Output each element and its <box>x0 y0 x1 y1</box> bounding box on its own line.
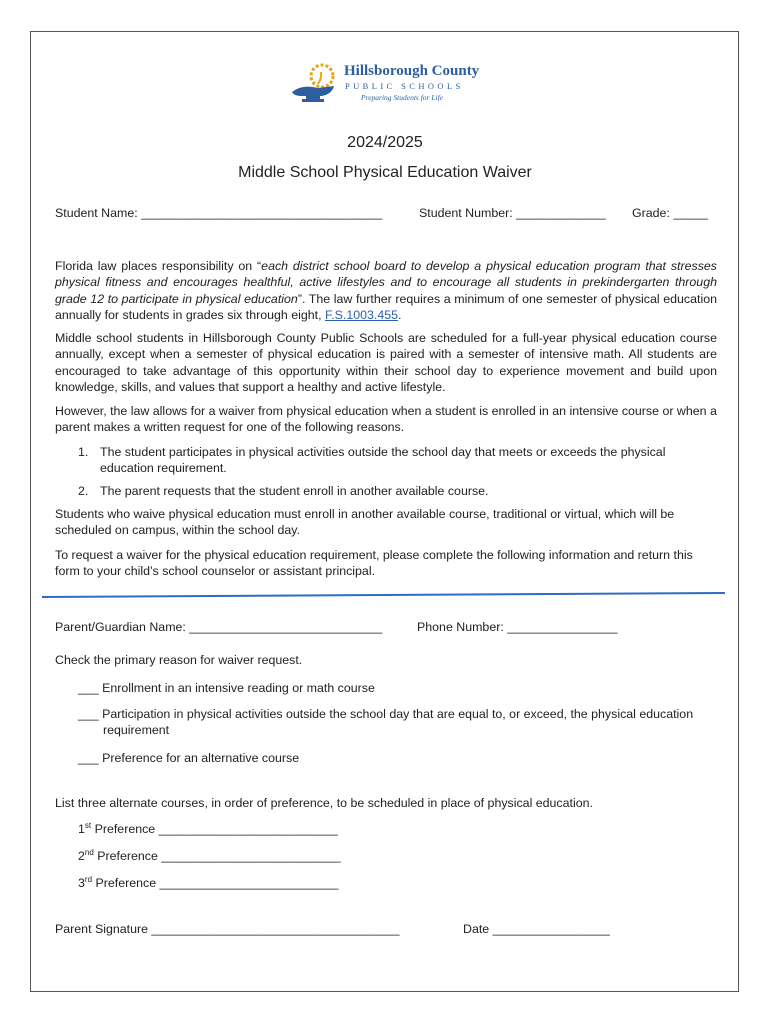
section-divider <box>42 592 725 599</box>
reason-option-activities[interactable]: ___ Participation in physical activities outside the school day that are equal to, or exceed, the physical education requirement <box>78 707 694 738</box>
lamp-of-learning-icon <box>288 62 344 106</box>
reason-item: 2. The parent requests that the student enroll in another available course. <box>78 484 489 498</box>
student-number-field[interactable]: Student Number: _____________ <box>419 206 606 220</box>
phone-number-field[interactable]: Phone Number: ________________ <box>417 620 618 634</box>
parent-name-field[interactable]: Parent/Guardian Name: ____________________________ <box>55 620 383 634</box>
schedule-paragraph: Middle school students in Hillsborough County Public Schools are scheduled for a full-year physical education course annually, except when a semester of physical education is paired with a semester of intensive math. All students are encouraged to take advantage of this opportunity within their school day to experience movement and build upon knowledge, skills, and values that support a healthy and active lifestyle. <box>55 331 717 395</box>
district-logo <box>288 62 488 106</box>
law-paragraph: Florida law places responsibility on “each district school board to develop a physical education program that stresses physical fitness and encourages healthful, active lifestyles and to encourage all students in prekindergarten through grade 12 to participate in physical education”. The law further requires a minimum of one semester of physical education annually for students in grades six through eight, F.S.1003.455. <box>55 259 717 323</box>
form-title: Middle School Physical Education Waiver <box>238 164 532 181</box>
grade-field[interactable]: Grade: _____ <box>632 206 708 220</box>
statute-link[interactable]: F.S.1003.455 <box>325 308 399 323</box>
reason-prompt: Check the primary reason for waiver request. <box>55 653 303 667</box>
instructions-paragraph: To request a waiver for the physical education requirement, please complete the following information and return this form to your child’s school counselor or assistant principal. <box>55 548 693 579</box>
reason-option-intensive[interactable]: ___ Enrollment in an intensive reading or math course <box>78 681 375 695</box>
org-subtitle: PUBLIC SCHOOLS <box>345 81 464 91</box>
org-name: Hillsborough County <box>344 63 480 79</box>
alternate-prompt: List three alternate courses, in order of preference, to be scheduled in place of physical education. <box>55 796 593 810</box>
date-field[interactable]: Date _________________ <box>463 922 610 936</box>
org-tagline: Preparing Students for Life <box>361 93 444 102</box>
preference-2-field[interactable]: 2nd Preference __________________________ <box>78 847 341 863</box>
school-year: 2024/2025 <box>347 134 423 151</box>
preference-1-field[interactable]: 1st Preference __________________________ <box>78 820 338 836</box>
enroll-paragraph: Students who waive physical education must enroll in another available course, traditional or virtual, which will be scheduled on campus, within the school day. <box>55 507 675 538</box>
preference-3-field[interactable]: 3rd Preference __________________________ <box>78 874 339 890</box>
parent-signature-field[interactable]: Parent Signature ____________________________________ <box>55 922 400 936</box>
reason-item: 1. The student participates in physical activities outside the school day that meets or exceeds the physical education requirement. <box>78 445 666 476</box>
student-name-field[interactable]: Student Name: ___________________________________ <box>55 206 383 220</box>
reason-option-alternative[interactable]: ___ Preference for an alternative course <box>78 751 300 765</box>
waiver-paragraph: However, the law allows for a waiver from physical education when a student is enrolled in an intensive course or when a parent makes a written request for one of the following reasons. <box>55 404 717 435</box>
